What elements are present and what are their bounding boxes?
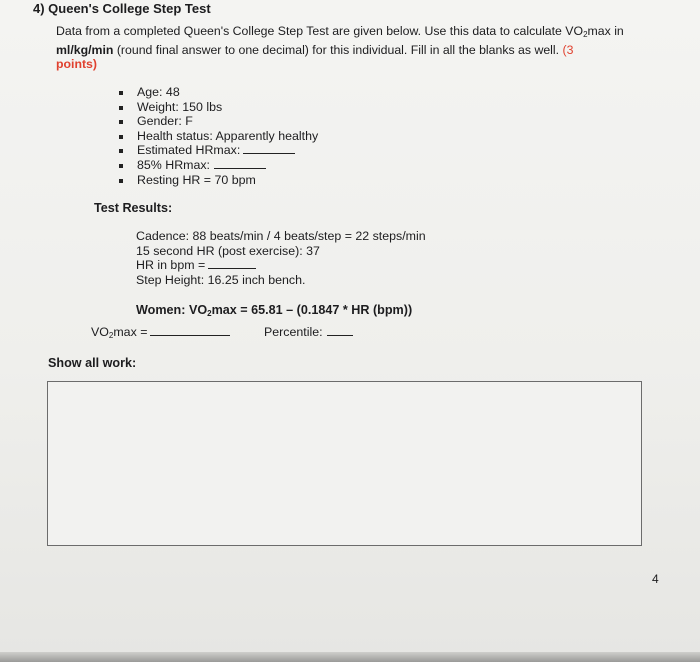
list-item: Weight: 150 lbs — [116, 100, 318, 115]
subject-data-list — [116, 85, 318, 187]
list-item: Gender: F — [116, 114, 318, 129]
intro-subscript: 2 — [583, 30, 588, 39]
list-item: Estimated HRmax: — [116, 143, 318, 158]
hr-bpm-blank[interactable] — [208, 258, 256, 269]
show-work-label: Show all work: — [48, 356, 137, 370]
intro-text-3: (round final answer to one decimal) for this individual. Fill in all the blanks as well. — [116, 42, 560, 57]
list-item: Age: 48 — [116, 85, 318, 100]
step-height-text: Step Height: 16.25 inch bench. — [136, 273, 306, 287]
vo2max-blank[interactable] — [150, 325, 230, 336]
hr15-text: 15 second HR (post exercise): 37 — [136, 244, 320, 258]
hr-bpm-row — [136, 258, 256, 272]
question-title: 4) Queen's College Step Test — [33, 1, 211, 16]
intro-text-2: max — [587, 24, 611, 38]
intro-text-1: Data from a completed Queen's College Step Test are given below. Use this data to calculate VO — [56, 24, 584, 38]
vo2max-row: $VO_2\max$ = — [91, 325, 230, 340]
hr-bpm-label: HR in bpm = — [136, 258, 206, 272]
list-item: Resting HR = 70 bpm — [116, 173, 318, 188]
hrmax-blank[interactable] — [243, 143, 295, 154]
photo-bottom-edge — [0, 652, 700, 662]
percentile-row — [264, 325, 353, 339]
test-results-heading: Test Results: — [94, 201, 173, 215]
percentile-blank[interactable] — [327, 325, 353, 336]
points-close: points) — [56, 57, 97, 71]
points-open: (3 — [562, 42, 574, 57]
work-answer-box[interactable] — [47, 381, 642, 546]
intro-unit: ml/kg/min — [56, 42, 114, 57]
list-item: Health status: Apparently healthy — [116, 129, 318, 144]
hr85-blank[interactable] — [214, 158, 266, 169]
page-number: 4 — [652, 572, 659, 586]
formula-text: Women: $VO_2\max = 65.81 - (0.1847$ * HR (bpm)) — [136, 303, 413, 318]
question-instructions: Data from a completed Queen's College Step Test are given below. Use this data to calculate $VO_2\max$ in ml/kg/min (round final answer to one decimal) for this individual. Fill in all the blanks as well. (3 points) — [56, 24, 624, 71]
list-item: 85% HRmax: — [116, 158, 318, 173]
percentile-label: Percentile: — [264, 325, 323, 339]
cadence-text: Cadence: 88 beats/min / 4 beats/step = 22 steps/min — [136, 229, 426, 243]
